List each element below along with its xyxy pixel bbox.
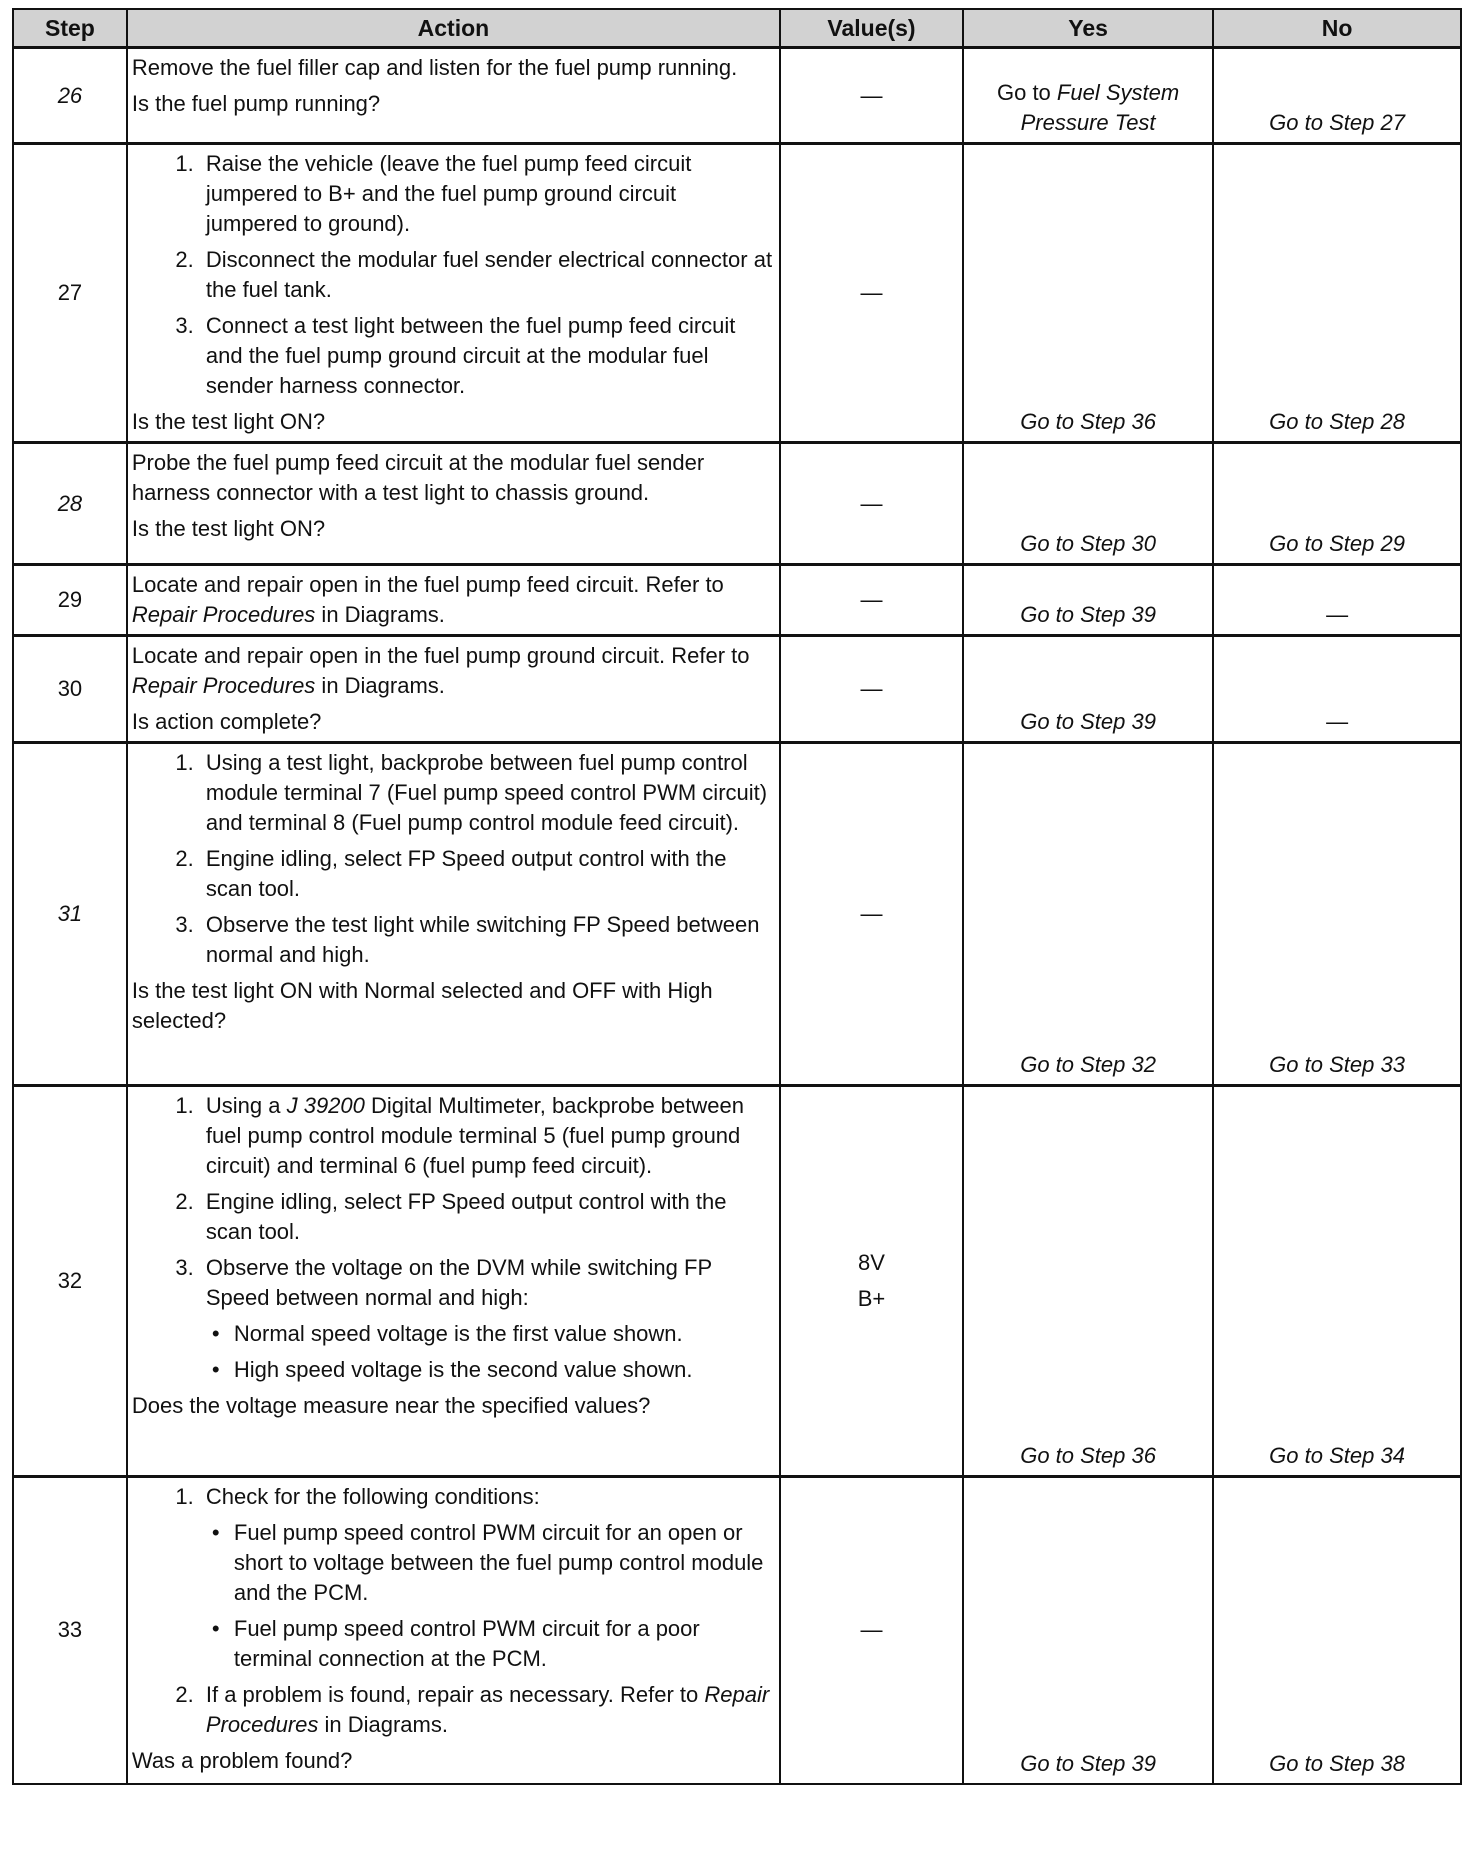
action-text: Remove the fuel filler cap and listen for the fuel pump running.: [131, 55, 738, 80]
action-text-part: in Diagrams.: [315, 602, 445, 627]
action-step-item: 3. Connect a test light between the fuel pump feed circuit and the fuel pump ground circuit at the modular fuel sender harness connector.: [200, 311, 773, 401]
no-cell: [1213, 565, 1461, 636]
yes-cell: [963, 144, 1213, 443]
table-row: [13, 144, 1461, 443]
no-cell: [1213, 144, 1461, 443]
action-step-item: 1. Using a test light, backprobe between fuel pump control module terminal 7 (Fuel pump speed control PWM circuit) and terminal 8 (Fuel pump control module feed circuit).: [200, 748, 773, 838]
table-row: [13, 48, 1461, 144]
action-text-part: in Diagrams.: [318, 1712, 448, 1737]
no-cell: [1213, 1477, 1461, 1784]
action-text: Probe the fuel pump feed circuit at the modular fuel sender harness connector with a test light to chassis ground.: [131, 450, 705, 505]
step-number: 27: [13, 144, 127, 443]
yes-cell: [963, 48, 1213, 144]
action-cell: [127, 565, 780, 636]
value-cell: —: [780, 636, 963, 743]
bullet-item: • High speed voltage is the second value shown.: [228, 1355, 773, 1385]
no-cell: [1213, 743, 1461, 1086]
no-cell: [1213, 48, 1461, 144]
yes-reference: Fuel System Pressure Test: [1020, 80, 1180, 135]
value-cell: —: [780, 743, 963, 1086]
yes-cell: [963, 565, 1213, 636]
action-text-part: Digital Multimeter, backprobe between fuel pump control module terminal 5 (fuel pump ground circuit) and terminal 6 (fuel pump feed circuit).: [205, 1093, 744, 1178]
action-step-item: [200, 1253, 773, 1385]
no-text: Go to Step 27: [1269, 110, 1405, 135]
action-text: [132, 641, 773, 701]
value-cell: —: [780, 48, 963, 144]
action-cell: [127, 1477, 780, 1784]
action-question: Is the test light ON?: [131, 409, 326, 434]
action-question: Is action complete?: [131, 709, 322, 734]
yes-cell: [963, 1086, 1213, 1477]
action-reference: Repair Procedures: [205, 1682, 770, 1737]
yes-prefix: Go to: [996, 80, 1057, 105]
yes-text: Go to Step 30: [1020, 531, 1156, 556]
diagnostic-table: [12, 8, 1462, 1785]
table-row: [13, 443, 1461, 565]
action-text-part: Using a: [205, 1093, 287, 1118]
action-step-item: 1. Raise the vehicle (leave the fuel pump feed circuit jumpered to B+ and the fuel pump ground circuit jumpered to ground).: [200, 149, 773, 239]
table-row: [13, 565, 1461, 636]
yes-cell: [963, 1477, 1213, 1784]
action-step-item: [200, 1091, 773, 1181]
table-header-row: [13, 9, 1461, 48]
action-cell: [127, 443, 780, 565]
value-cell: [780, 1086, 963, 1477]
action-steps: [132, 748, 773, 970]
value-cell: —: [780, 1477, 963, 1784]
bullet-item: • Fuel pump speed control PWM circuit for a poor terminal connection at the PCM.: [228, 1614, 773, 1674]
yes-text: Go to Step 39: [1020, 602, 1156, 627]
action-question: Does the voltage measure near the specified values?: [131, 1393, 651, 1418]
table-row: [13, 636, 1461, 743]
no-text: Go to Step 34: [1269, 1443, 1405, 1468]
value-high: B+: [857, 1286, 886, 1311]
tool-reference: J 39200: [286, 1093, 365, 1118]
yes-text: Go to Step 36: [1020, 409, 1156, 434]
yes-text: Go to Step 39: [1020, 1750, 1156, 1776]
action-cell: [127, 1086, 780, 1477]
action-text-part: If a problem is found, repair as necessary. Refer to: [205, 1682, 705, 1707]
step-number: 28: [13, 443, 127, 565]
table-row: [13, 743, 1461, 1086]
action-text: [132, 570, 773, 630]
action-text-part: Observe the voltage on the DVM while switching FP Speed between normal and high:: [205, 1255, 712, 1310]
action-question: Is the test light ON?: [131, 516, 326, 541]
header-action: Action: [127, 9, 780, 48]
no-cell: [1213, 636, 1461, 743]
step-number: 30: [13, 636, 127, 743]
no-cell: [1213, 443, 1461, 565]
no-text: Go to Step 29: [1269, 531, 1405, 556]
action-step-item: [200, 1680, 773, 1740]
action-text-part: Locate and repair open in the fuel pump ground circuit. Refer to: [131, 643, 750, 668]
action-step-item: 2. Disconnect the modular fuel sender electrical connector at the fuel tank.: [200, 245, 773, 305]
header-yes: Yes: [963, 9, 1213, 48]
header-values: Value(s): [780, 9, 963, 48]
value-normal: 8V: [858, 1250, 885, 1275]
action-step-item: 2. Engine idling, select FP Speed output control with the scan tool.: [200, 1187, 773, 1247]
step-number: 26: [13, 48, 127, 144]
table-row: [13, 1086, 1461, 1477]
header-step: Step: [13, 9, 127, 48]
action-cell: [127, 144, 780, 443]
action-steps: [132, 149, 773, 401]
action-step-item: [200, 1482, 773, 1674]
bullet-item: • Normal speed voltage is the first value shown.: [228, 1319, 773, 1349]
no-text: Go to Step 28: [1269, 409, 1405, 434]
no-text: —: [1326, 602, 1349, 627]
action-cell: [127, 48, 780, 144]
step-number: 29: [13, 565, 127, 636]
action-cell: [127, 743, 780, 1086]
bullet-item: • Fuel pump speed control PWM circuit for an open or short to voltage between the fuel pump control module and the PCM.: [228, 1518, 773, 1608]
action-text-part: Locate and repair open in the fuel pump feed circuit. Refer to: [131, 572, 724, 597]
action-steps: [132, 1482, 773, 1740]
action-question: Is the test light ON with Normal selected and OFF with High selected?: [131, 978, 713, 1033]
action-bullets: [206, 1319, 773, 1385]
yes-text: Go to Step 32: [1020, 1052, 1156, 1077]
yes-text: Go to Step 39: [1020, 709, 1156, 734]
step-number: 32: [13, 1086, 127, 1477]
action-text-part: Check for the following conditions:: [205, 1484, 540, 1509]
action-reference: Repair Procedures: [131, 602, 316, 627]
action-step-item: 2. Engine idling, select FP Speed output control with the scan tool.: [200, 844, 773, 904]
no-cell: [1213, 1086, 1461, 1477]
action-cell: [127, 636, 780, 743]
no-text: —: [1326, 709, 1349, 734]
action-question: Was a problem found?: [131, 1748, 353, 1773]
action-reference: Repair Procedures: [131, 673, 316, 698]
action-step-item: 3. Observe the test light while switching FP Speed between normal and high.: [200, 910, 773, 970]
yes-text: Go to Step 36: [1020, 1443, 1156, 1468]
action-steps: [132, 1091, 773, 1385]
table-row: [13, 1477, 1461, 1784]
step-number: 33: [13, 1477, 127, 1784]
step-number: 31: [13, 743, 127, 1086]
value-cell: —: [780, 565, 963, 636]
yes-cell: [963, 443, 1213, 565]
yes-cell: [963, 743, 1213, 1086]
action-question: Is the fuel pump running?: [131, 91, 381, 116]
no-text: Go to Step 38: [1269, 1750, 1405, 1776]
no-text: Go to Step 33: [1269, 1052, 1405, 1077]
value-cell: —: [780, 144, 963, 443]
yes-cell: [963, 636, 1213, 743]
value-cell: —: [780, 443, 963, 565]
action-bullets: [206, 1518, 773, 1674]
action-text-part: in Diagrams.: [315, 673, 445, 698]
header-no: No: [1213, 9, 1461, 48]
